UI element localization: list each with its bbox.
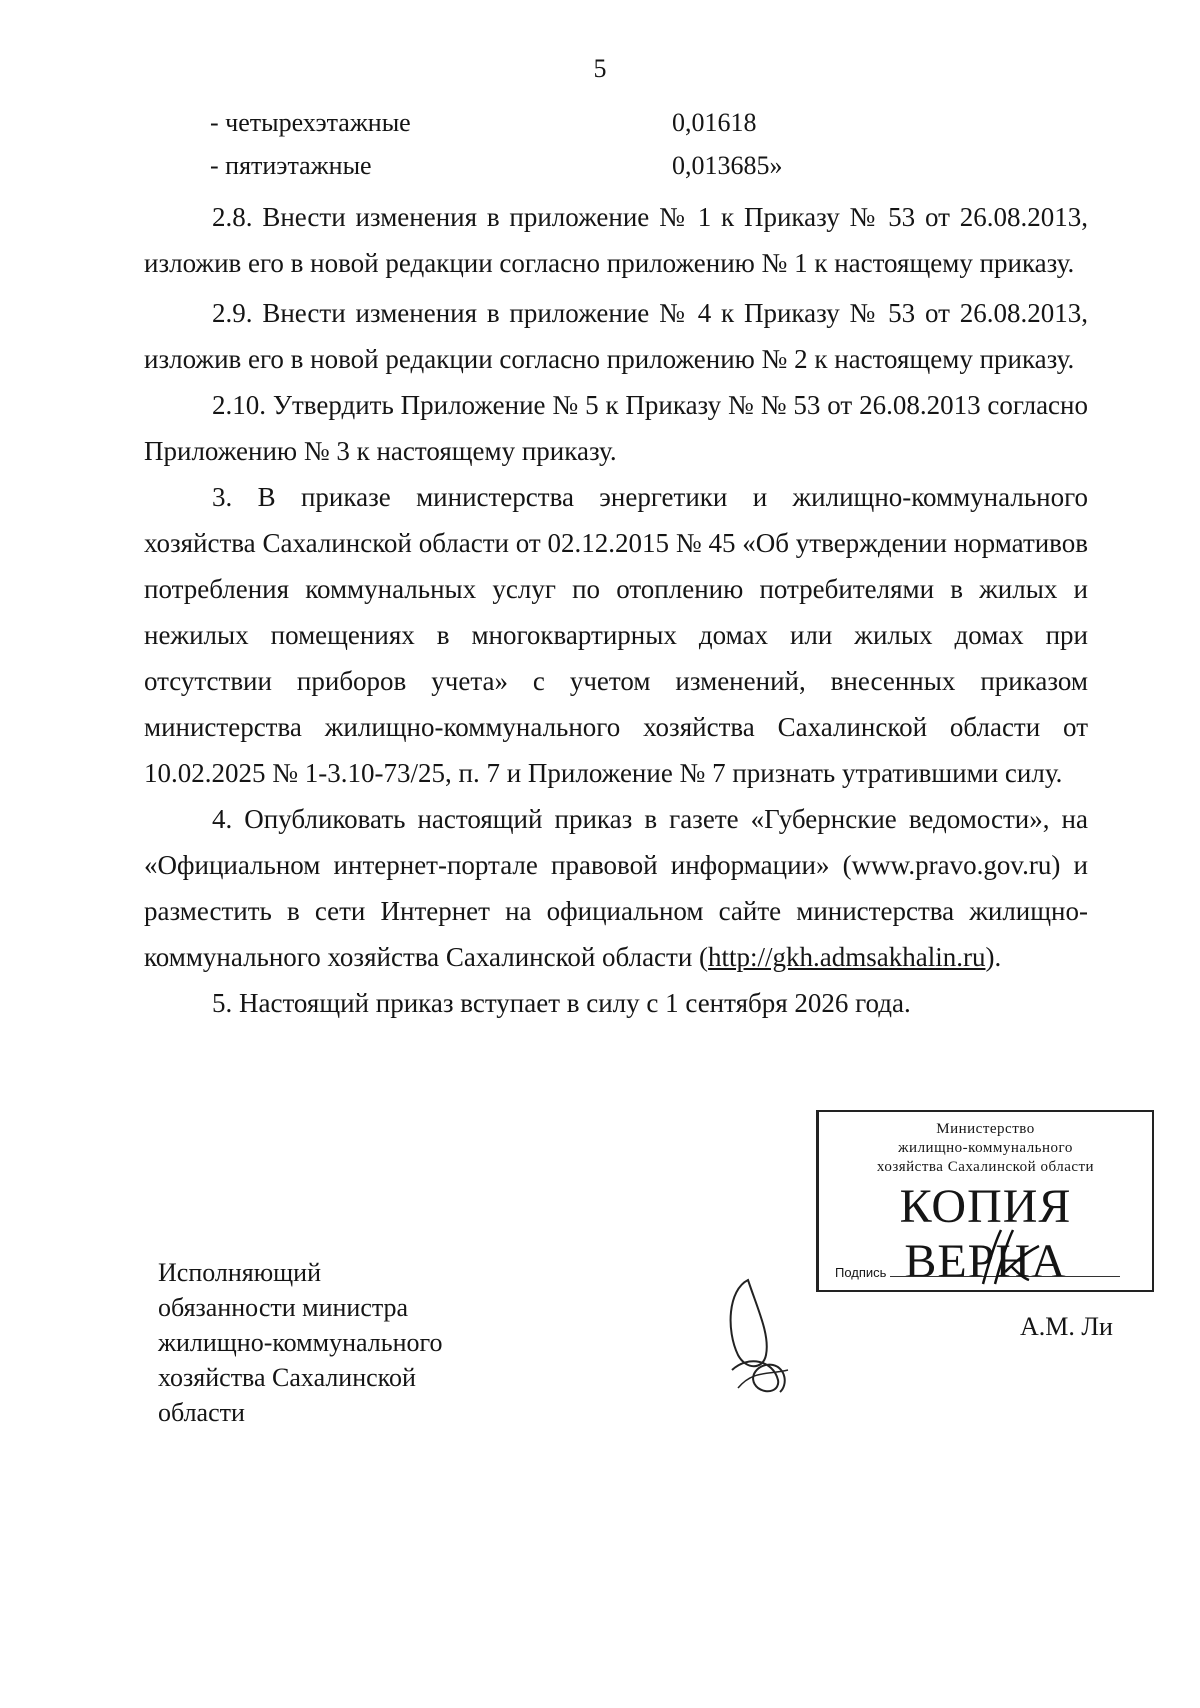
list-item-value: 0,01618	[672, 108, 757, 137]
ministry-site-link[interactable]: http://gkh.admsakhalin.ru	[708, 942, 986, 972]
position-line: жилищно-коммунального	[158, 1328, 443, 1357]
stamp-handwritten-signature	[975, 1222, 1045, 1292]
stamp-org-line: жилищно-коммунального	[898, 1140, 1073, 1156]
list-item-label: - пятиэтажные	[210, 151, 372, 180]
paragraph-4-text: 4. Опубликовать настоящий приказ в газете «Губернские ведомости», на «Официальном интернет-портале правовой информации» (www.pravo.gov.ru) и разместить в сети Интернет на официальном сайте министерства жилищно-коммунального хозяйства Сахалинской области (	[144, 804, 1088, 972]
paragraph-5: 5. Настоящий приказ вступает в силу с 1 сентября 2026 года.	[212, 988, 911, 1018]
position-line: Исполняющий	[158, 1258, 322, 1287]
stamp-sign-label: Подпись	[835, 1265, 887, 1280]
stamp-org-line: хозяйства Сахалинской области	[876, 1159, 1095, 1175]
stamp-org-line: Министерство	[936, 1121, 1035, 1137]
handwritten-signature	[718, 1270, 798, 1400]
list-item	[210, 108, 757, 138]
position-line: обязанности министра	[158, 1293, 409, 1322]
list-item-value: 0,013685»	[672, 151, 783, 180]
paragraph-2-8: 2.8. Внести изменения в приложение № 1 к Приказу № 53 от 26.08.2013, изложив его в новой редакции согласно приложению № 1 к настоящему приказу.	[144, 202, 1088, 278]
position-line: области	[158, 1398, 245, 1427]
position-line: хозяйства Сахалинской	[158, 1363, 416, 1392]
stamp-organization	[819, 1120, 1152, 1177]
list-item	[210, 151, 783, 181]
signatory-position	[158, 1255, 443, 1430]
signatory-name: А.М. Ли	[1020, 1312, 1113, 1341]
page-number: 5	[593, 54, 607, 83]
paragraph-2-10: 2.10. Утвердить Приложение № 5 к Приказу № № 53 от 26.08.2013 согласно Приложению № 3 к настоящему приказу.	[144, 390, 1088, 466]
paragraph-2-9: 2.9. Внести изменения в приложение № 4 к Приказу № 53 от 26.08.2013, изложив его в новой редакции согласно приложению № 2 к настоящему приказу.	[144, 298, 1088, 374]
document-body	[144, 194, 1088, 1026]
paragraph-3: 3. В приказе министерства энергетики и жилищно-коммунального хозяйства Сахалинской области от 02.12.2015 № 45 «Об утверждении нормативов потребления коммунальных услуг по отоплению потребителями в жилых и нежилых помещениях в многоквартирных домах или жилых домах при отсутствии приборов учета» с учетом изменений, внесенных приказом министерства жилищно-коммунального хозяйства Сахалинской области от 10.02.2025 № 1-3.10-73/25, п. 7 и Приложение № 7 признать утратившими силу.	[144, 482, 1088, 788]
list-item-label: - четырехэтажные	[210, 108, 411, 137]
stamp-title: КОПИЯ ВЕРНА	[899, 1180, 1072, 1288]
paragraph-4-end: ).	[985, 942, 1002, 972]
paragraph-4	[144, 796, 1088, 980]
